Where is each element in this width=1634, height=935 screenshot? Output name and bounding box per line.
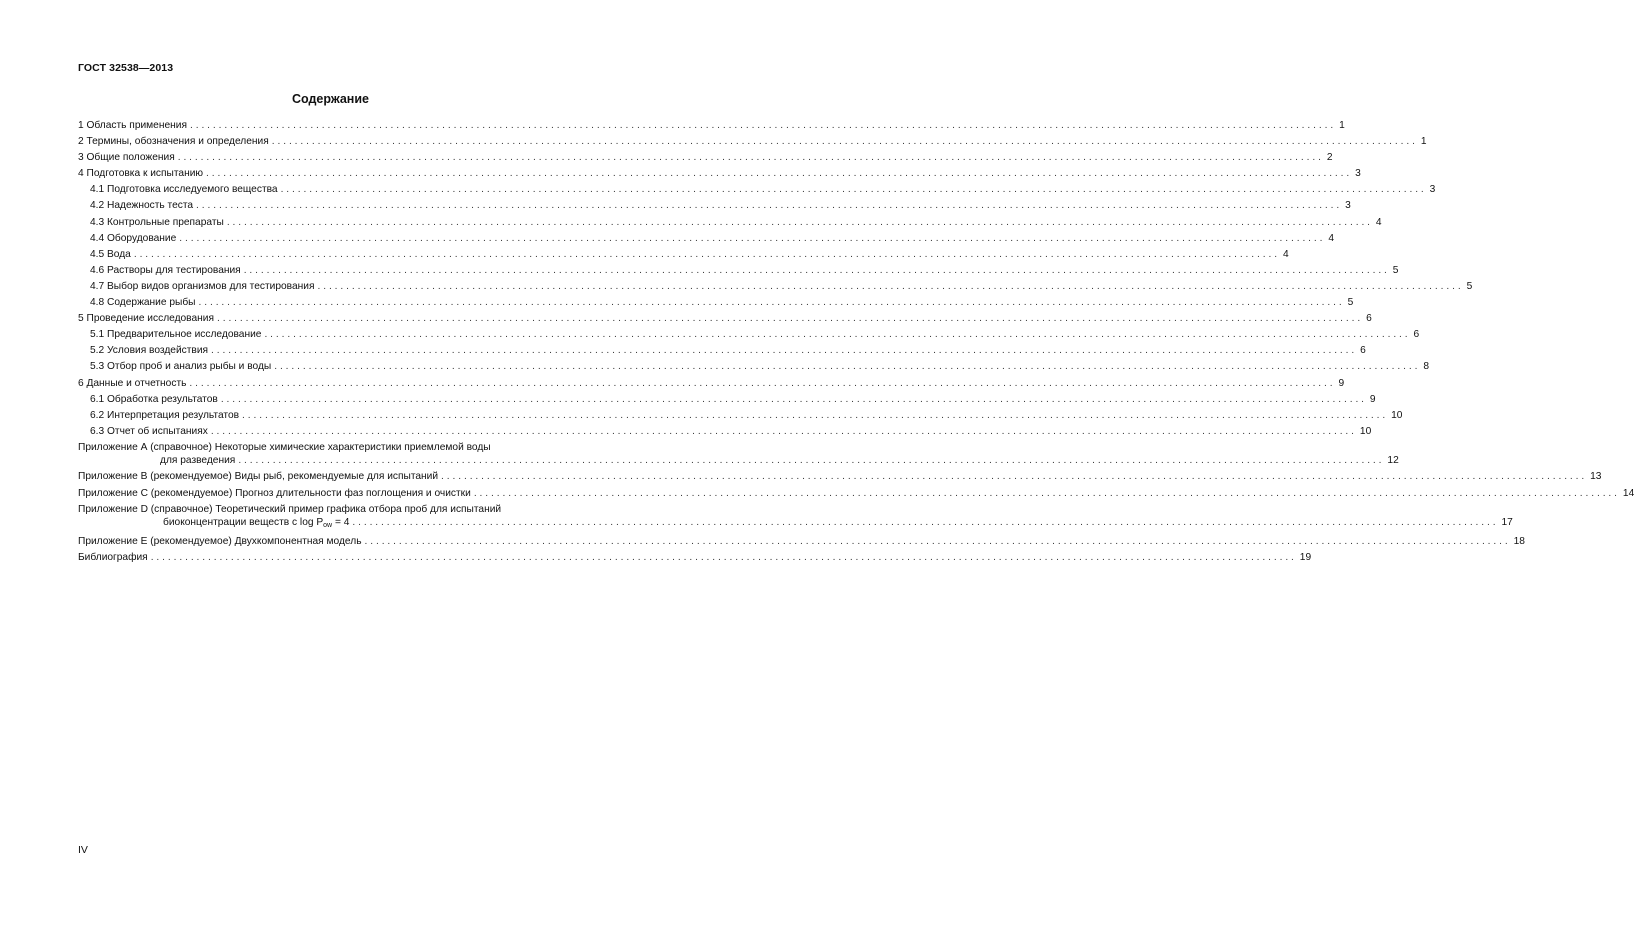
leader-dots: ........................................................................................................................................................................................................ — [441, 471, 1588, 483]
toc-entry-text: 5.2 Условия воздействия — [90, 345, 209, 357]
toc-page-number: 3 — [1345, 200, 1351, 212]
toc-entry-text-cont: биоконцентрации веществ с $\log P_{ow} = 4$ — [163, 517, 350, 530]
toc-entry[interactable] — [78, 119, 1345, 135]
toc-entry[interactable] — [78, 135, 1427, 151]
leader-dots: ........................................................................................................................................................................................................ — [150, 552, 1297, 564]
toc-entry-text: 4 Подготовка к испытанию — [78, 168, 204, 180]
leader-dots: ........................................................................................................................................................................................................ — [264, 329, 1411, 341]
toc-entry[interactable] — [78, 328, 1420, 344]
toc-page-number: 3 — [1355, 168, 1361, 180]
toc-page-number: 14 — [1622, 487, 1634, 499]
toc-page-number: 6 — [1413, 329, 1420, 341]
leader-dots: ........................................................................................................................................................................................................ — [243, 264, 1390, 276]
leader-dots: ........................................................................................................................................................................................................ — [211, 345, 1358, 357]
toc-entry[interactable] — [78, 151, 1333, 167]
toc-page-number: 8 — [1423, 361, 1429, 373]
toc-entry-text: 3 Общие положения — [78, 152, 175, 164]
toc-page-number: 6 — [1360, 345, 1366, 357]
toc-page-number: 4 — [1328, 232, 1335, 244]
toc-entry-text: 4.6 Растворы для тестирования — [90, 264, 241, 276]
toc-entry[interactable] — [78, 360, 1429, 376]
leader-dots: ........................................................................................................................................................................................................ — [271, 136, 1418, 148]
document-code: ГОСТ 32538—2013 — [78, 62, 174, 74]
toc-entry-text: 5.3 Отбор проб и анализ рыбы и воды — [90, 361, 272, 373]
toc-page-number: 4 — [1282, 248, 1289, 260]
toc-page-number: 17 — [1501, 517, 1513, 529]
toc-entry[interactable] — [78, 248, 1289, 264]
toc-entry-appendix-a[interactable] — [78, 441, 1399, 468]
leader-dots: ........................................................................................................................................................................................................ — [242, 409, 1389, 421]
toc-main-entries — [78, 119, 1473, 441]
toc-page-number: 12 — [1387, 455, 1399, 467]
toc-entry-text: Приложение В (рекомендуемое) Виды рыб, рекомендуемые для испытаний — [78, 471, 439, 483]
leader-dots: ........................................................................................................................................................................................................ — [206, 168, 1353, 180]
toc-entry-text: 5.1 Предварительное исследование — [90, 329, 262, 341]
leader-dots: ........................................................................................................................................................................................................ — [364, 536, 1511, 548]
toc-entry-text: Приложение Е (рекомендуемое) Двухкомпонентная модель — [78, 536, 362, 548]
toc-entry[interactable] — [78, 199, 1351, 215]
table-of-contents — [78, 119, 1634, 567]
toc-entry[interactable] — [78, 377, 1345, 393]
leader-dots: ........................................................................................................................................................................................................ — [189, 377, 1336, 389]
toc-entry-text: 4.5 Вода — [90, 248, 131, 260]
toc-entry-text: Приложение D (справочное) Теоретический пример графика отбора проб для испытаний — [78, 503, 502, 515]
toc-page-number: 18 — [1513, 536, 1525, 548]
toc-entry-text: 4.2 Надежность теста — [90, 200, 194, 212]
leader-dots: ........................................................................................................................................................................................................ — [274, 361, 1421, 373]
toc-entry-appendix-e[interactable] — [78, 535, 1525, 551]
toc-entry[interactable] — [78, 296, 1354, 312]
toc-entry-text: 4.3 Контрольные препараты — [90, 216, 224, 228]
leader-dots: ........................................................................................................................................................................................................ — [317, 280, 1464, 292]
toc-entry-text: 4.7 Выбор видов организмов для тестирования — [90, 280, 315, 292]
toc-entry-text: 1 Область применения — [78, 120, 187, 131]
toc-entry-text: 4.8 Содержание рыбы — [90, 297, 196, 309]
toc-entry[interactable] — [78, 393, 1376, 409]
toc-page-number: 9 — [1338, 377, 1345, 389]
leader-dots: ........................................................................................................................................................................................................ — [226, 216, 1373, 228]
toc-entry[interactable] — [78, 216, 1382, 232]
toc-entry[interactable] — [78, 183, 1436, 199]
toc-page-number: 3 — [1429, 184, 1436, 196]
toc-page-number: 9 — [1369, 393, 1376, 405]
toc-page-number: 10 — [1359, 425, 1372, 437]
toc-entry-appendix-d[interactable] — [78, 503, 1513, 533]
toc-entry[interactable] — [78, 344, 1366, 360]
toc-page-number: 6 — [1366, 313, 1372, 325]
toc-entry[interactable] — [78, 280, 1473, 296]
toc-entry-appendix-b[interactable] — [78, 470, 1602, 486]
toc-entry[interactable] — [78, 264, 1399, 280]
toc-entry-bibliography[interactable] — [78, 551, 1312, 567]
leader-dots: ........................................................................................................................................................................................................ — [238, 455, 1385, 467]
toc-entry[interactable] — [78, 409, 1403, 425]
toc-entry[interactable] — [78, 167, 1361, 183]
leader-dots: ........................................................................................................................................................................................................ — [280, 184, 1427, 196]
leader-dots: ........................................................................................................................................................................................................ — [220, 393, 1367, 405]
leader-dots: ........................................................................................................................................................................................................ — [177, 152, 1324, 164]
toc-page-number: 1 — [1339, 120, 1345, 131]
toc-entry-text: 4.4 Оборудование — [90, 232, 177, 244]
toc-page-number: 5 — [1392, 264, 1399, 276]
toc-entry-appendix-c[interactable] — [78, 487, 1634, 503]
leader-dots: ........................................................................................................................................................................................................ — [216, 313, 1364, 325]
leader-dots: ........................................................................................................................................................................................................ — [473, 487, 1620, 499]
leader-dots: ........................................................................................................................................................................................................ — [133, 248, 1280, 260]
toc-entry-text: 6.3 Отчет об испытаниях — [90, 425, 208, 437]
toc-page-number: 1 — [1420, 136, 1427, 148]
toc-entry-text: 6.1 Обработка результатов — [90, 393, 218, 405]
toc-page-number: 19 — [1299, 552, 1312, 564]
toc-entry[interactable] — [78, 232, 1335, 248]
toc-entry-text: Приложение А (справочное) Некоторые химические характеристики приемлемой воды — [78, 441, 491, 453]
toc-page-number: 5 — [1466, 280, 1473, 292]
toc-entry[interactable] — [78, 425, 1372, 441]
toc-page-number: 5 — [1347, 297, 1354, 309]
leader-dots: ........................................................................................................................................................................................................ — [196, 200, 1343, 212]
toc-page-number: 2 — [1326, 152, 1333, 164]
toc-entry-text: 6.2 Интерпретация результатов — [90, 409, 240, 421]
toc-entry-text: 2 Термины, обозначения и определения — [78, 136, 269, 148]
toc-entry-text: 6 Данные и отчетность — [78, 377, 187, 389]
leader-dots: ........................................................................................................................................................................................................ — [210, 425, 1357, 437]
toc-page-number: 13 — [1590, 471, 1602, 483]
leader-dots: ........................................................................................................................................................................................................ — [189, 120, 1337, 131]
leader-dots: ........................................................................................................................................................................................................ — [179, 232, 1326, 244]
toc-page-number: 10 — [1391, 409, 1403, 421]
toc-page-number: 4 — [1375, 216, 1382, 228]
page-number: IV — [78, 844, 88, 856]
leader-dots: ........................................................................................................................................................................................................ — [198, 297, 1345, 309]
toc-entry-text: 5 Проведение исследования — [78, 313, 214, 325]
toc-entry-text-cont: для разведения — [160, 455, 236, 467]
toc-entry-text: Приложение С (рекомендуемое) Прогноз длительности фаз поглощения и очистки — [78, 487, 471, 499]
toc-entry-text: Библиография — [78, 552, 148, 564]
leader-dots: ........................................................................................................................................................................................................ — [352, 517, 1499, 529]
toc-entry-text: 4.1 Подготовка исследуемого вещества — [90, 184, 278, 196]
toc-title: Содержание — [291, 92, 369, 106]
toc-entry[interactable] — [78, 312, 1372, 328]
